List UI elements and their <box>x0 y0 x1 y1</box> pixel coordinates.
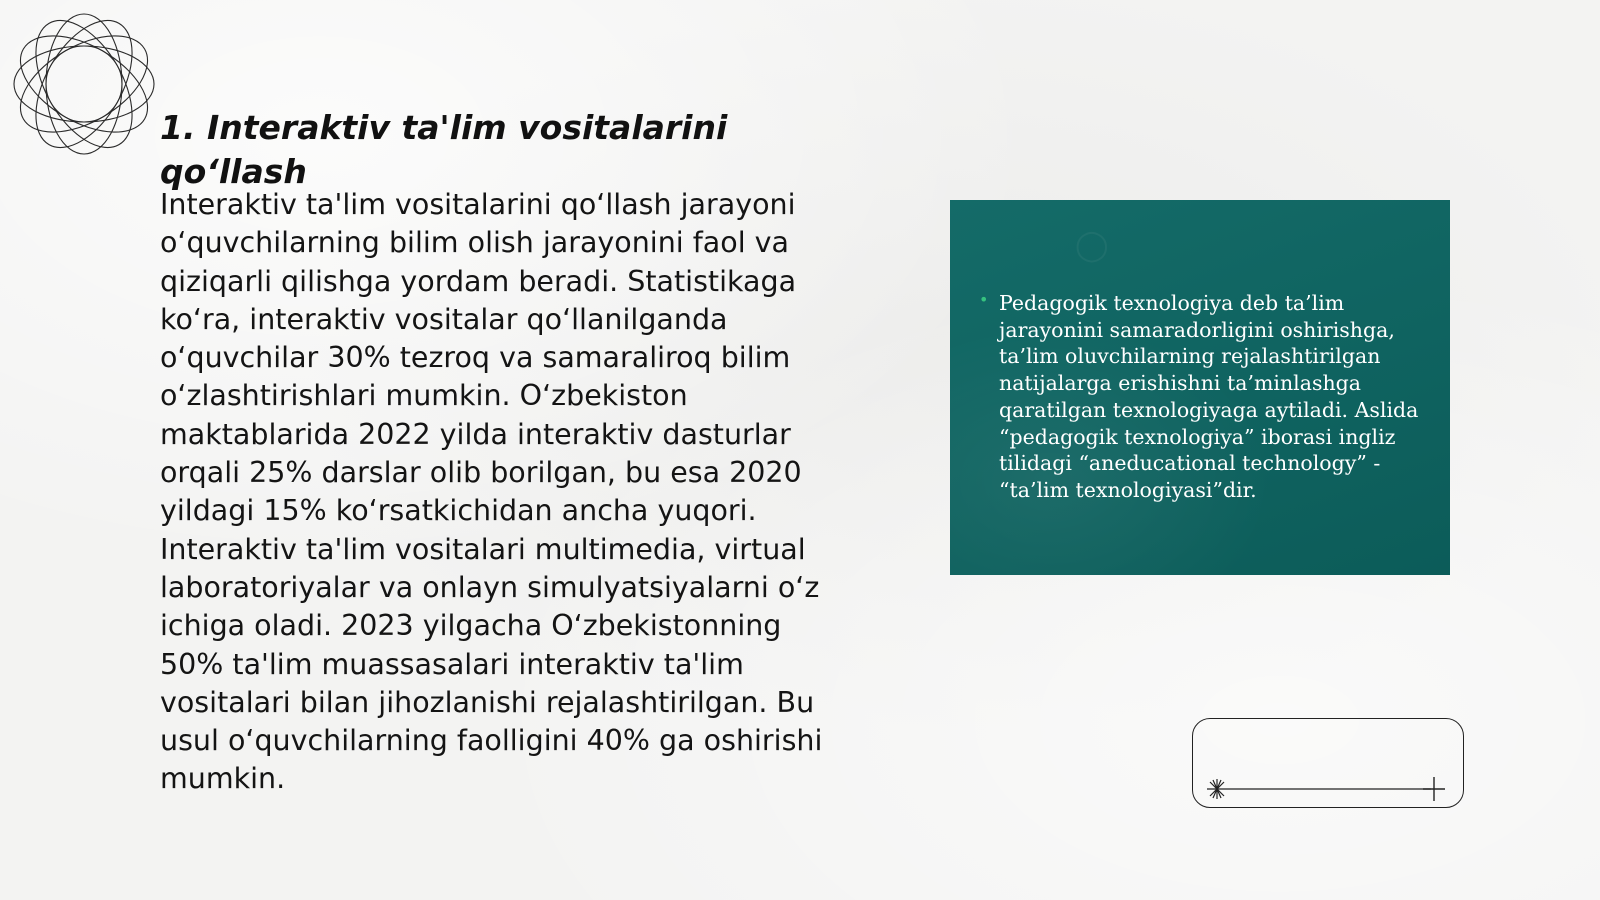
card-watermark: ◯ <box>1075 228 1147 263</box>
decorative-rings-icon <box>10 10 158 158</box>
slide-title: 1. Interaktiv ta'lim vositalarini qo‘llash <box>160 108 728 191</box>
line-graphic <box>1193 719 1465 809</box>
sparkle-star-icon <box>1207 779 1227 799</box>
definition-list <box>979 290 1419 504</box>
bullet-dot-icon: • <box>979 290 989 309</box>
definition-text: Pedagogik texnologiya deb ta’lim jarayonini samaradorligini oshirishga, ta’lim oluvchilarning rejalashtirilgan natijalarga erishishni ta’minlashga qaratilgan texnologiyaga aytiladi. Aslida “pedagogik texnologiya” iborasi ingliz tilidagi “aneducational technology” - “ta’lim texnologiyasi”dir. <box>999 291 1419 502</box>
definition-card <box>950 200 1450 575</box>
body-paragraph: Interaktiv ta'lim vositalarini qo‘llash jarayoni o‘quvchilarning bilim olish jarayonini faol va qiziqarli qilishga yordam beradi. Statistikaga ko‘ra, interaktiv vositalar qo‘llanilganda o‘quvchilar 30% tezroq va samaraliroq bilim o‘zlashtirishlari mumkin. O‘zbekiston maktablarida 2022 yilda interaktiv dasturlar orqali 25% darslar olib borilgan, bu esa 2020 yildagi 15% ko‘rsatkichidan ancha yuqori. Interaktiv ta'lim vositalari multimedia, virtual laboratoriyalar va onlayn simulyatsiyalarni o‘z ichiga oladi. 2023 yilgacha O‘zbekistonning 50% ta'lim muassasalari interaktiv ta'lim vositalari bilan jihozlanishi rejalashtirilgan. Bu usul o‘quvchilarning faolligini 40% ga oshirishi mumkin. <box>160 188 823 796</box>
list-item <box>979 290 1419 504</box>
decorative-line-box <box>1192 718 1464 808</box>
plus-icon <box>1423 777 1445 801</box>
